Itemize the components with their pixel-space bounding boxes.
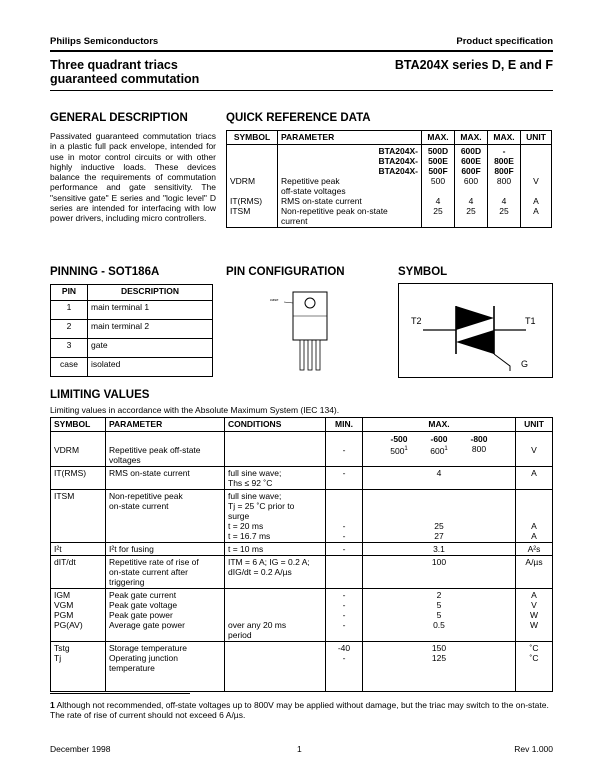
- qrd-col-symbol: SYMBOL: [227, 131, 278, 145]
- lv-unit: A/µs: [516, 556, 553, 589]
- lv-symbol: Tstg Tj: [51, 642, 106, 692]
- lv-parameter: Repetitive rate of rise of on-state current after triggering: [106, 556, 225, 589]
- pinning-row: [51, 339, 213, 358]
- pin-description: gate: [88, 339, 213, 358]
- lv-parameter: I²t for fusing: [106, 543, 225, 556]
- lv-min: - - - -: [326, 589, 363, 642]
- pin-description: isolated: [88, 358, 213, 377]
- document-type: Product specification: [456, 36, 553, 47]
- lv-symbol: IT(RMS): [51, 467, 106, 490]
- general-description-heading: GENERAL DESCRIPTION: [50, 112, 188, 124]
- document-title: Three quadrant triacs guaranteed commutation: [50, 58, 200, 86]
- footnote-ref: 1: [444, 446, 448, 452]
- lv-col-conditions: CONDITIONS: [225, 418, 326, 432]
- lv-min: -: [326, 543, 363, 556]
- lv-col-max: MAX.: [363, 418, 516, 432]
- lv-unit: A²s: [516, 543, 553, 556]
- lv-data-row: [51, 467, 553, 490]
- lv-data-row: [51, 556, 553, 589]
- symbol-t2-label: T2: [411, 316, 422, 326]
- lv-unit: A A: [516, 490, 553, 543]
- lv-conditions: t = 10 ms: [225, 543, 326, 556]
- qrd-col-max2: MAX.: [455, 131, 488, 145]
- lv-min: -: [326, 467, 363, 490]
- lv-symbol: dIT/dt: [51, 556, 106, 589]
- qrd-max2-types: 600D 600E 600F: [460, 146, 482, 176]
- general-description-text: Passivated guaranteed commutation triacs in a plastic full pack envelope, intended for use in motor control circuits or with other highly inductive loads. These devices balance the requirements of commutation performance and gate sensitivity. The "sensitive gate" E series and "logic level" D series are intended for interfacing with low power drivers, including micro controllers.: [50, 131, 216, 224]
- lv-parameter: Non-repetitive peak on-state current: [106, 490, 225, 543]
- pinning-col-pin: PIN: [51, 285, 88, 301]
- lv-col-min: MIN.: [326, 418, 363, 432]
- pinning-col-description: DESCRIPTION: [88, 285, 213, 301]
- qrd-parameters: Repetitive peak off-state voltages RMS on-state current Non-repetitive peak on-state current: [281, 176, 388, 226]
- lv-min: - -: [326, 490, 363, 543]
- limiting-values-intro: Limiting values in accordance with the Absolute Maximum System (IEC 134).: [50, 405, 340, 415]
- lv-symbol: ITSM: [51, 490, 106, 543]
- limiting-values-heading: LIMITING VALUES: [50, 389, 150, 401]
- pin-number: 1: [51, 301, 88, 320]
- lv-max: 150 125: [363, 642, 516, 692]
- qrd-max1-types: 500D 500E 500F: [427, 146, 449, 176]
- triac-symbol-box: [398, 283, 553, 378]
- lv-col-parameter: PARAMETER: [106, 418, 225, 432]
- grade-600-value: 600: [430, 445, 445, 456]
- company-name: Philips Semiconductors: [50, 36, 159, 47]
- package-drawing: [270, 286, 350, 382]
- pin-number: 3: [51, 339, 88, 358]
- lv-symbol: VDRM: [51, 432, 106, 467]
- lv-min: -40 -: [326, 642, 363, 692]
- quick-reference-table: [226, 130, 552, 228]
- header-rule: [50, 50, 553, 52]
- pinning-table: [50, 284, 213, 377]
- footnote-text: Although not recommended, off-state voltages up to 800V may be applied without damage, but the triac may switch to the on-state. The rate of rise of current should not exceed 6 A/µs.: [50, 700, 549, 720]
- lv-max: 100: [363, 556, 516, 589]
- pinning-row: [51, 301, 213, 320]
- qrd-max3-cell: [488, 145, 521, 228]
- qrd-col-parameter: PARAMETER: [278, 131, 422, 145]
- lv-data-row: [51, 642, 553, 692]
- qrd-col-max3: MAX.: [488, 131, 521, 145]
- footnote-ref: 1: [404, 446, 408, 452]
- lv-parameter: Storage temperature Operating junction temperature: [106, 642, 225, 692]
- lv-data-row: [51, 490, 553, 543]
- lv-parameter: Repetitive peak off-state voltages: [106, 432, 225, 467]
- symbol-heading: SYMBOL: [398, 266, 448, 278]
- qrd-max1-values: 500 4 25: [430, 176, 446, 216]
- pin-description: main terminal 1: [88, 301, 213, 320]
- footer-page-number: 1: [297, 744, 302, 754]
- symbol-gate-label: G: [521, 359, 529, 369]
- lv-col-unit: UNIT: [516, 418, 553, 432]
- qrd-col-max1: MAX.: [422, 131, 455, 145]
- grade-800-label: -800: [470, 434, 488, 444]
- lv-row-vdrm: [51, 432, 553, 467]
- pinning-heading: PINNING - SOT186A: [50, 266, 160, 278]
- footnote-number: 1: [50, 700, 55, 710]
- lv-conditions: ITM = 6 A; IG = 0.2 A; dIG/dt = 0.2 A/µs: [225, 556, 326, 589]
- grade-600-label: -600: [430, 434, 448, 444]
- pin-configuration-heading: PIN CONFIGURATION: [226, 266, 345, 278]
- lv-unit: A V W W: [516, 589, 553, 642]
- lv-unit: A: [516, 467, 553, 490]
- lv-parameter: Peak gate current Peak gate voltage Peak gate power Average gate power: [106, 589, 225, 642]
- lv-min: [326, 556, 363, 589]
- footer-date: December 1998: [50, 744, 111, 754]
- lv-data-row: [51, 543, 553, 556]
- lv-conditions: full sine wave; Tj = 25 ˚C prior to surge t = 20 ms t = 16.7 ms: [225, 490, 326, 543]
- lv-col-symbol: SYMBOL: [51, 418, 106, 432]
- pin-number: 2: [51, 320, 88, 339]
- qrd-max3-types: - 800E 800F: [494, 146, 514, 176]
- lv-min: -: [326, 432, 363, 467]
- lv-symbol: IGM VGM PGM PG(AV): [51, 589, 106, 642]
- qrd-col-unit: UNIT: [521, 131, 552, 145]
- lv-unit: V: [516, 432, 553, 467]
- lv-data-row: [51, 589, 553, 642]
- grade-800-value: 800: [471, 444, 487, 454]
- lv-unit: ˚C ˚C: [516, 642, 553, 692]
- qrd-symbol-cell: [227, 145, 278, 228]
- grade-500-value: 500: [390, 445, 405, 456]
- qrd-units: V A A: [533, 176, 539, 216]
- qrd-max1-cell: [422, 145, 455, 228]
- footnote-rule: [50, 693, 190, 694]
- title-rule: [50, 90, 553, 91]
- symbol-t1-label: T1: [525, 316, 536, 326]
- lv-max: 3.1: [363, 543, 516, 556]
- qrd-symbols: VDRM IT(RMS) ITSM: [230, 176, 263, 216]
- footer-revision: Rev 1.000: [514, 744, 553, 754]
- case-label: case: [270, 297, 279, 302]
- qrd-parameter-cell: [278, 145, 422, 228]
- lv-max-grades: [363, 432, 516, 467]
- lv-parameter: RMS on-state current: [106, 467, 225, 490]
- lv-conditions: [225, 432, 326, 467]
- qrd-unit-cell: [521, 145, 552, 228]
- lv-max: 2 5 5 0.5: [363, 589, 516, 642]
- limiting-values-table: [50, 417, 553, 692]
- qrd-type-prefixes: BTA204X- BTA204X- BTA204X-: [378, 146, 418, 176]
- lv-max: 4: [363, 467, 516, 490]
- lv-conditions: full sine wave; Ths ≤ 92 ˚C: [225, 467, 326, 490]
- lv-symbol: I²t: [51, 543, 106, 556]
- part-number: BTA204X series D, E and F: [394, 58, 553, 72]
- footnote: [50, 700, 553, 720]
- qrd-max2-values: 600 4 25: [463, 176, 479, 216]
- lv-conditions: [225, 642, 326, 692]
- qrd-max2-cell: [455, 145, 488, 228]
- pin-number: case: [51, 358, 88, 377]
- grade-500-label: -500: [390, 434, 408, 444]
- lv-max: 25 27: [363, 490, 516, 543]
- qrd-max3-values: 800 4 25: [496, 176, 512, 216]
- pinning-row: [51, 358, 213, 377]
- lv-conditions: over any 20 ms period: [225, 589, 326, 642]
- pin-description: main terminal 2: [88, 320, 213, 339]
- pinning-row: [51, 320, 213, 339]
- quick-reference-heading: QUICK REFERENCE DATA: [226, 112, 371, 124]
